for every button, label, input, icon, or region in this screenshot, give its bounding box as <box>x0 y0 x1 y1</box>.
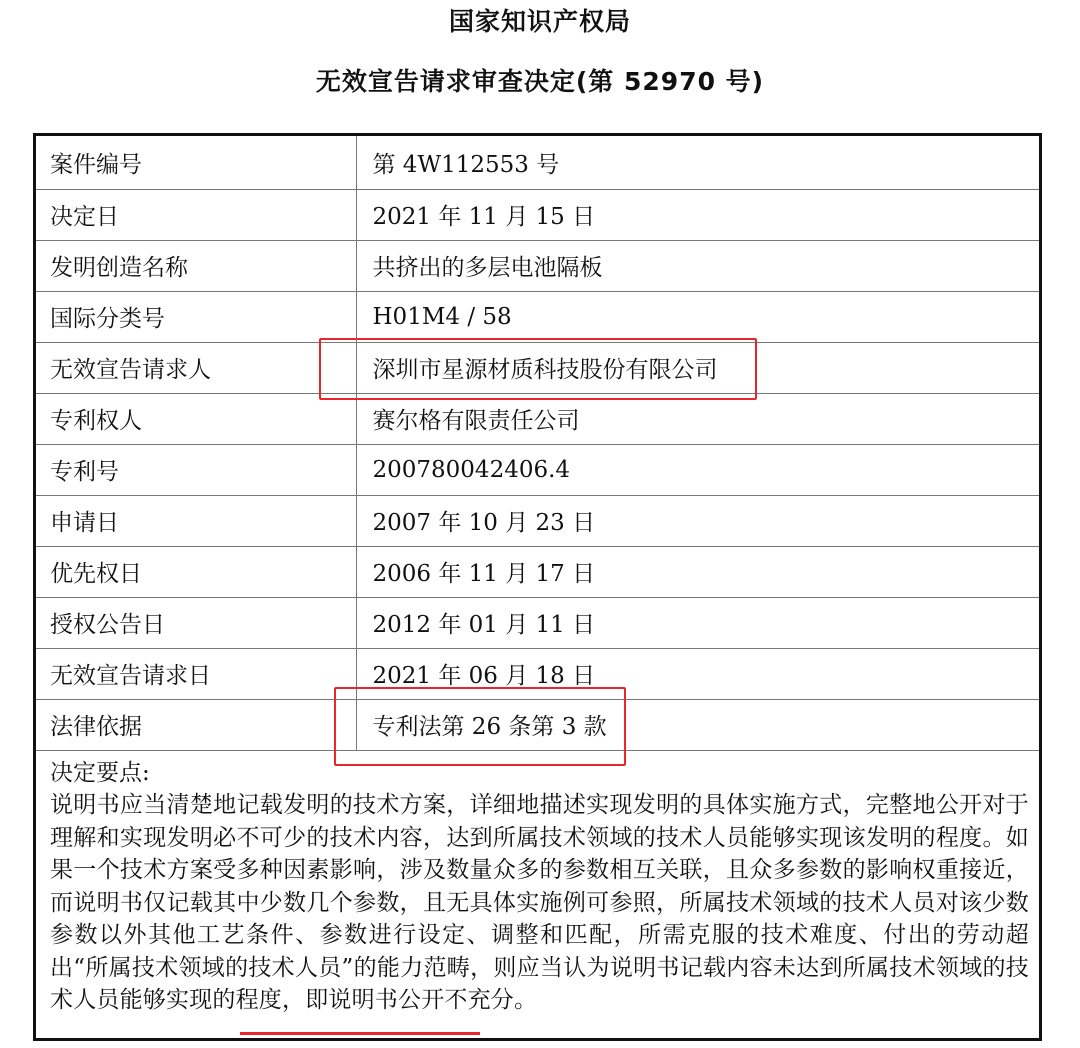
row-label: 决定日 <box>36 189 356 240</box>
row-value: 专利法第 26 条第 3 款 <box>356 699 1039 750</box>
issuing-authority: 国家知识产权局 <box>448 7 631 36</box>
table-row <box>36 240 1039 291</box>
case-info-table <box>36 136 1039 751</box>
row-value: 深圳市星源材质科技股份有限公司 <box>356 342 1039 393</box>
row-value: H01M4 / 58 <box>356 291 1039 342</box>
decision-points-text <box>50 789 1029 1017</box>
decision-points-emphasis: 即说明书公开不充分。 <box>305 987 538 1013</box>
row-label: 无效宣告请求人 <box>36 342 356 393</box>
decision-points-heading: 决定要点: <box>50 759 150 786</box>
decision-table-frame <box>33 133 1042 1041</box>
table-row <box>36 648 1039 699</box>
decision-points-body: 说明书应当清楚地记载发明的技术方案，详细地描述实现发明的具体实施方式，完整地公开对于理解和实现发明必不可少的技术内容，达到所属技术领域的技术人员能够实现该发明的程度。如果一个技术方案受多种因素影响，涉及数量众多的参数相互关联，且众多参数的影响权重接近，而说明书仅记载其中少数几个参数，且无具体实施例可参照，所属技术领域的技术人员对该少数参数以外其他工艺条件、参数进行设定、调整和匹配，所需克服的技术难度、付出的劳动超出“所属技术领域的技术人员”的能力范畴，则应当认为说明书记载内容未达到所属技术领域的技术人员能够实现的程度， <box>50 792 1029 1013</box>
table-row <box>36 597 1039 648</box>
document-title: 无效宣告请求审查决定(第 52970 号) <box>315 67 765 96</box>
table-row <box>36 393 1039 444</box>
table-row <box>36 342 1039 393</box>
table-row <box>36 291 1039 342</box>
row-label: 无效宣告请求日 <box>36 648 356 699</box>
table-row <box>36 444 1039 495</box>
table-row <box>36 495 1039 546</box>
row-value: 共挤出的多层电池隔板 <box>356 240 1039 291</box>
row-label: 法律依据 <box>36 699 356 750</box>
table-row <box>36 699 1039 750</box>
row-label: 申请日 <box>36 495 356 546</box>
row-value: 赛尔格有限责任公司 <box>356 393 1039 444</box>
table-row <box>36 136 1039 189</box>
row-value: 2012 年 01 月 11 日 <box>356 597 1039 648</box>
row-value: 2006 年 11 月 17 日 <box>356 546 1039 597</box>
row-value: 2007 年 10 月 23 日 <box>356 495 1039 546</box>
row-label: 专利权人 <box>36 393 356 444</box>
row-value: 2021 年 06 月 18 日 <box>356 648 1039 699</box>
row-label: 专利号 <box>36 444 356 495</box>
row-label: 案件编号 <box>36 136 356 189</box>
row-label: 发明创造名称 <box>36 240 356 291</box>
row-label: 优先权日 <box>36 546 356 597</box>
row-value: 200780042406.4 <box>356 444 1039 495</box>
row-label: 国际分类号 <box>36 291 356 342</box>
row-value: 2021 年 11 月 15 日 <box>356 189 1039 240</box>
row-label: 授权公告日 <box>36 597 356 648</box>
row-value: 第 4W112553 号 <box>356 136 1039 189</box>
decision-points <box>36 751 1039 1017</box>
table-row <box>36 546 1039 597</box>
table-row <box>36 189 1039 240</box>
